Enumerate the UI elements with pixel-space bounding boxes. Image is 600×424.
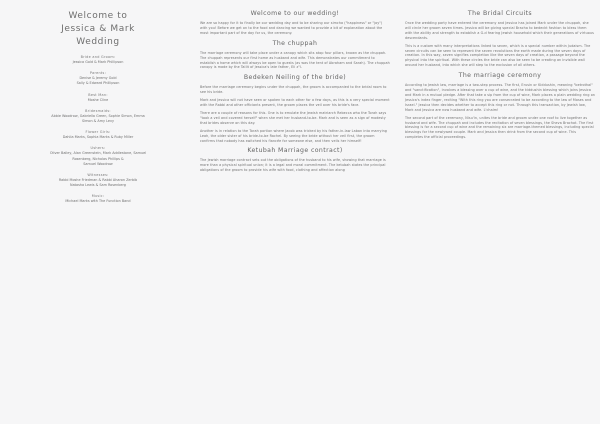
flower-girls-section <box>8 130 188 140</box>
bride-groom-section <box>8 55 188 65</box>
ketubah-paragraph: The Jewish marriage contract sets out the obligations of the husband to his wife, showing that marriage is more than a physical spiritual union; it is a legal and moral commitment. The ketubah states the principal obligations of the groom to provide his wife with food, clothing and affection along <box>200 158 386 173</box>
ketubah-heading: Ketubah Marriage contract) <box>247 147 343 155</box>
best-man-section <box>8 93 188 103</box>
section-heading: Music: <box>91 194 105 199</box>
section-line: Jessica Gold & Mark Phillipson <box>72 60 124 64</box>
section-line: Samuel Woodrow <box>83 161 113 166</box>
welcome-title-line: Welcome to <box>68 11 128 21</box>
witnesses-section <box>8 173 188 188</box>
bridesmaids-section <box>8 109 188 124</box>
marriage-ceremony-paragraph: The second part of the ceremony, Nisu'in, unites the bride and groom under one roof to live together as husband and wife. The chuppah and includes the recitation of seven blessings, the Sheva Brachot. The first blessing is for a second cup of wine and the remaining six are marriage-themed blessings, including special blessings for the newlywed couple. Mark and Jessica then drink from the second cup of wine. This completes the official proceedings. <box>405 115 594 140</box>
section-heading: Flower Girls: <box>85 130 111 135</box>
section-line: Moshe Cline <box>87 97 109 102</box>
section-heading: Bridesmaids: <box>85 108 111 113</box>
section-heading: Ushers: <box>90 146 106 151</box>
section-heading: Best Man: <box>88 92 108 97</box>
ceremony-explanation-column-1 <box>200 10 390 176</box>
wedding-title-line: Wedding <box>76 37 120 47</box>
section-line: Michael Marks with The Function Band <box>65 199 131 204</box>
section-line: Dahlia Marks, Sophia Marks & Ruby Miller <box>62 135 134 140</box>
marriage-ceremony-paragraph: According to Jewish law, marriage is a two-step process. The first, Erusin or Kiddushin, meaning "betrothal" and "sanctification", involves a blessing over a cup of wine, and the kiddushin blessing which joins Jessica and Mark in a mutual pledge. After that take a sip from the cup of wine, Mark places a plain wedding ring on Jessica's index finger, reciting "With this ring you are consecrated to be according to the law of Moses and Israel." Jessica then decides whether to accept this ring or not. Through this transaction, by Jewish law, Mark and Jessica are now husband and wife. L'chaim! <box>405 83 595 112</box>
bedeken-paragraph: Before the marriage ceremony begins under the chuppah, the groom is accompanied to the bridal room to see his bride. <box>200 85 387 95</box>
bridal-circuits-heading: The Bridal Circuits <box>467 10 533 17</box>
ceremony-explanation-column-2 <box>405 10 595 143</box>
section-line: Oliver Bailey, Alan Greenstein, Mark Addlestone, Samuel <box>49 151 147 156</box>
bedeken-paragraph: There are a couple of reasons for this. One is to emulate the Jewish matriarch Rebecca who the Torah says "took a veil and covered herself" when she met her husband-to-be. Mark and is seen as a sign of modesty that brides observe on this day. <box>200 110 387 125</box>
section-line: Sally & Edward Phillipson <box>76 81 120 86</box>
chuppah-heading: The chuppah <box>272 39 318 47</box>
section-heading: Witnesses: <box>87 173 109 178</box>
section-line: Natasha Lewis & Sam Rosenberg <box>70 183 126 188</box>
section-line: Denise & Jeremy Gold <box>79 76 117 81</box>
bedeken-paragraph: Mark and Jessica will not have seen or spoken to each other for a few days, as this is a very special moment with the Rabbi and other officiants present, the groom places the veil over his bride's face. <box>200 98 390 108</box>
ushers-section <box>8 146 188 167</box>
welcome-paragraph: We are so happy for it to finally be our wedding day and to be sharing our simcha ("happiness" or "joy") with you! Before we get on to the food and dancing we wanted to provide a bit of explanation about the most important part of the day for us, the ceremony. <box>200 21 383 35</box>
marriage-ceremony-heading: The marriage ceremony <box>458 72 542 80</box>
welcome-heading: Welcome to our wedding! <box>250 10 340 17</box>
section-heading: Bride and Groom: <box>80 55 116 59</box>
music-section <box>8 194 188 204</box>
section-line: Simon & Amy Levy <box>81 119 115 124</box>
program-cover-column <box>8 10 188 205</box>
bridal-circuits-paragraph: Once the wedding party have entered the ceremony and Jessica has joined Mark under the chuppah, she will circle her groom seven times. Jessica will be giving special Bracha to bedeckt fashion to bless them with the ability and strength to establish a G-d fearing Jewish household which their generations of virtuous descendants. <box>405 21 594 40</box>
section-heading: Parents: <box>89 71 107 76</box>
section-line: Abbie Woodrow, Gabriella Green, Sophie Simon, Emma <box>51 113 145 118</box>
bedeken-heading: Bedeken Neiling of the bride) <box>243 74 347 82</box>
chuppah-paragraph: The marriage ceremony will take place under a canopy which sits atop four pillars, known as the chuppah. The chuppah represents our first home as husband and wife. This demonstrates our commitment to establish a home which will always be open to guests (as was the tent of Abraham and Sarah). The chuppah canopy is made by the Tallit of Jessica's late father, Eli z"l. <box>200 50 390 70</box>
bridal-circuits-paragraph: This is a custom with many interpretations linked to seven, which is a special number within Judaism. The seven circuits can be seen to represent the seven revolutions the earth made during the seven days of creation. In this way, seven signifies completion like the seven days of creation, a passage beyond the physical into the spiritual. With these circles the bride can also be seen to be creating an invisible wall around her husband, into which she will step to the exclusion of all others. <box>405 43 591 68</box>
bedeken-paragraph: Another is in relation to the Torah portion where Jacob was tricked by his father-in-law Laban into marrying Leah, the older sister of his bride-to-be Rachel. By seeing the bride without her veil first, the groom confirms that nobody has switched his fiancée for someone else, and then veils her himself! <box>200 128 387 143</box>
parents-section <box>8 71 188 86</box>
couple-names-title: Jessica & Mark <box>61 24 135 34</box>
section-line: Rabbi Moshe Friedman & Rabbi Aharon Zerbib <box>58 178 138 183</box>
section-line: Rosenberg, Nicholas Phillips & <box>72 156 124 161</box>
